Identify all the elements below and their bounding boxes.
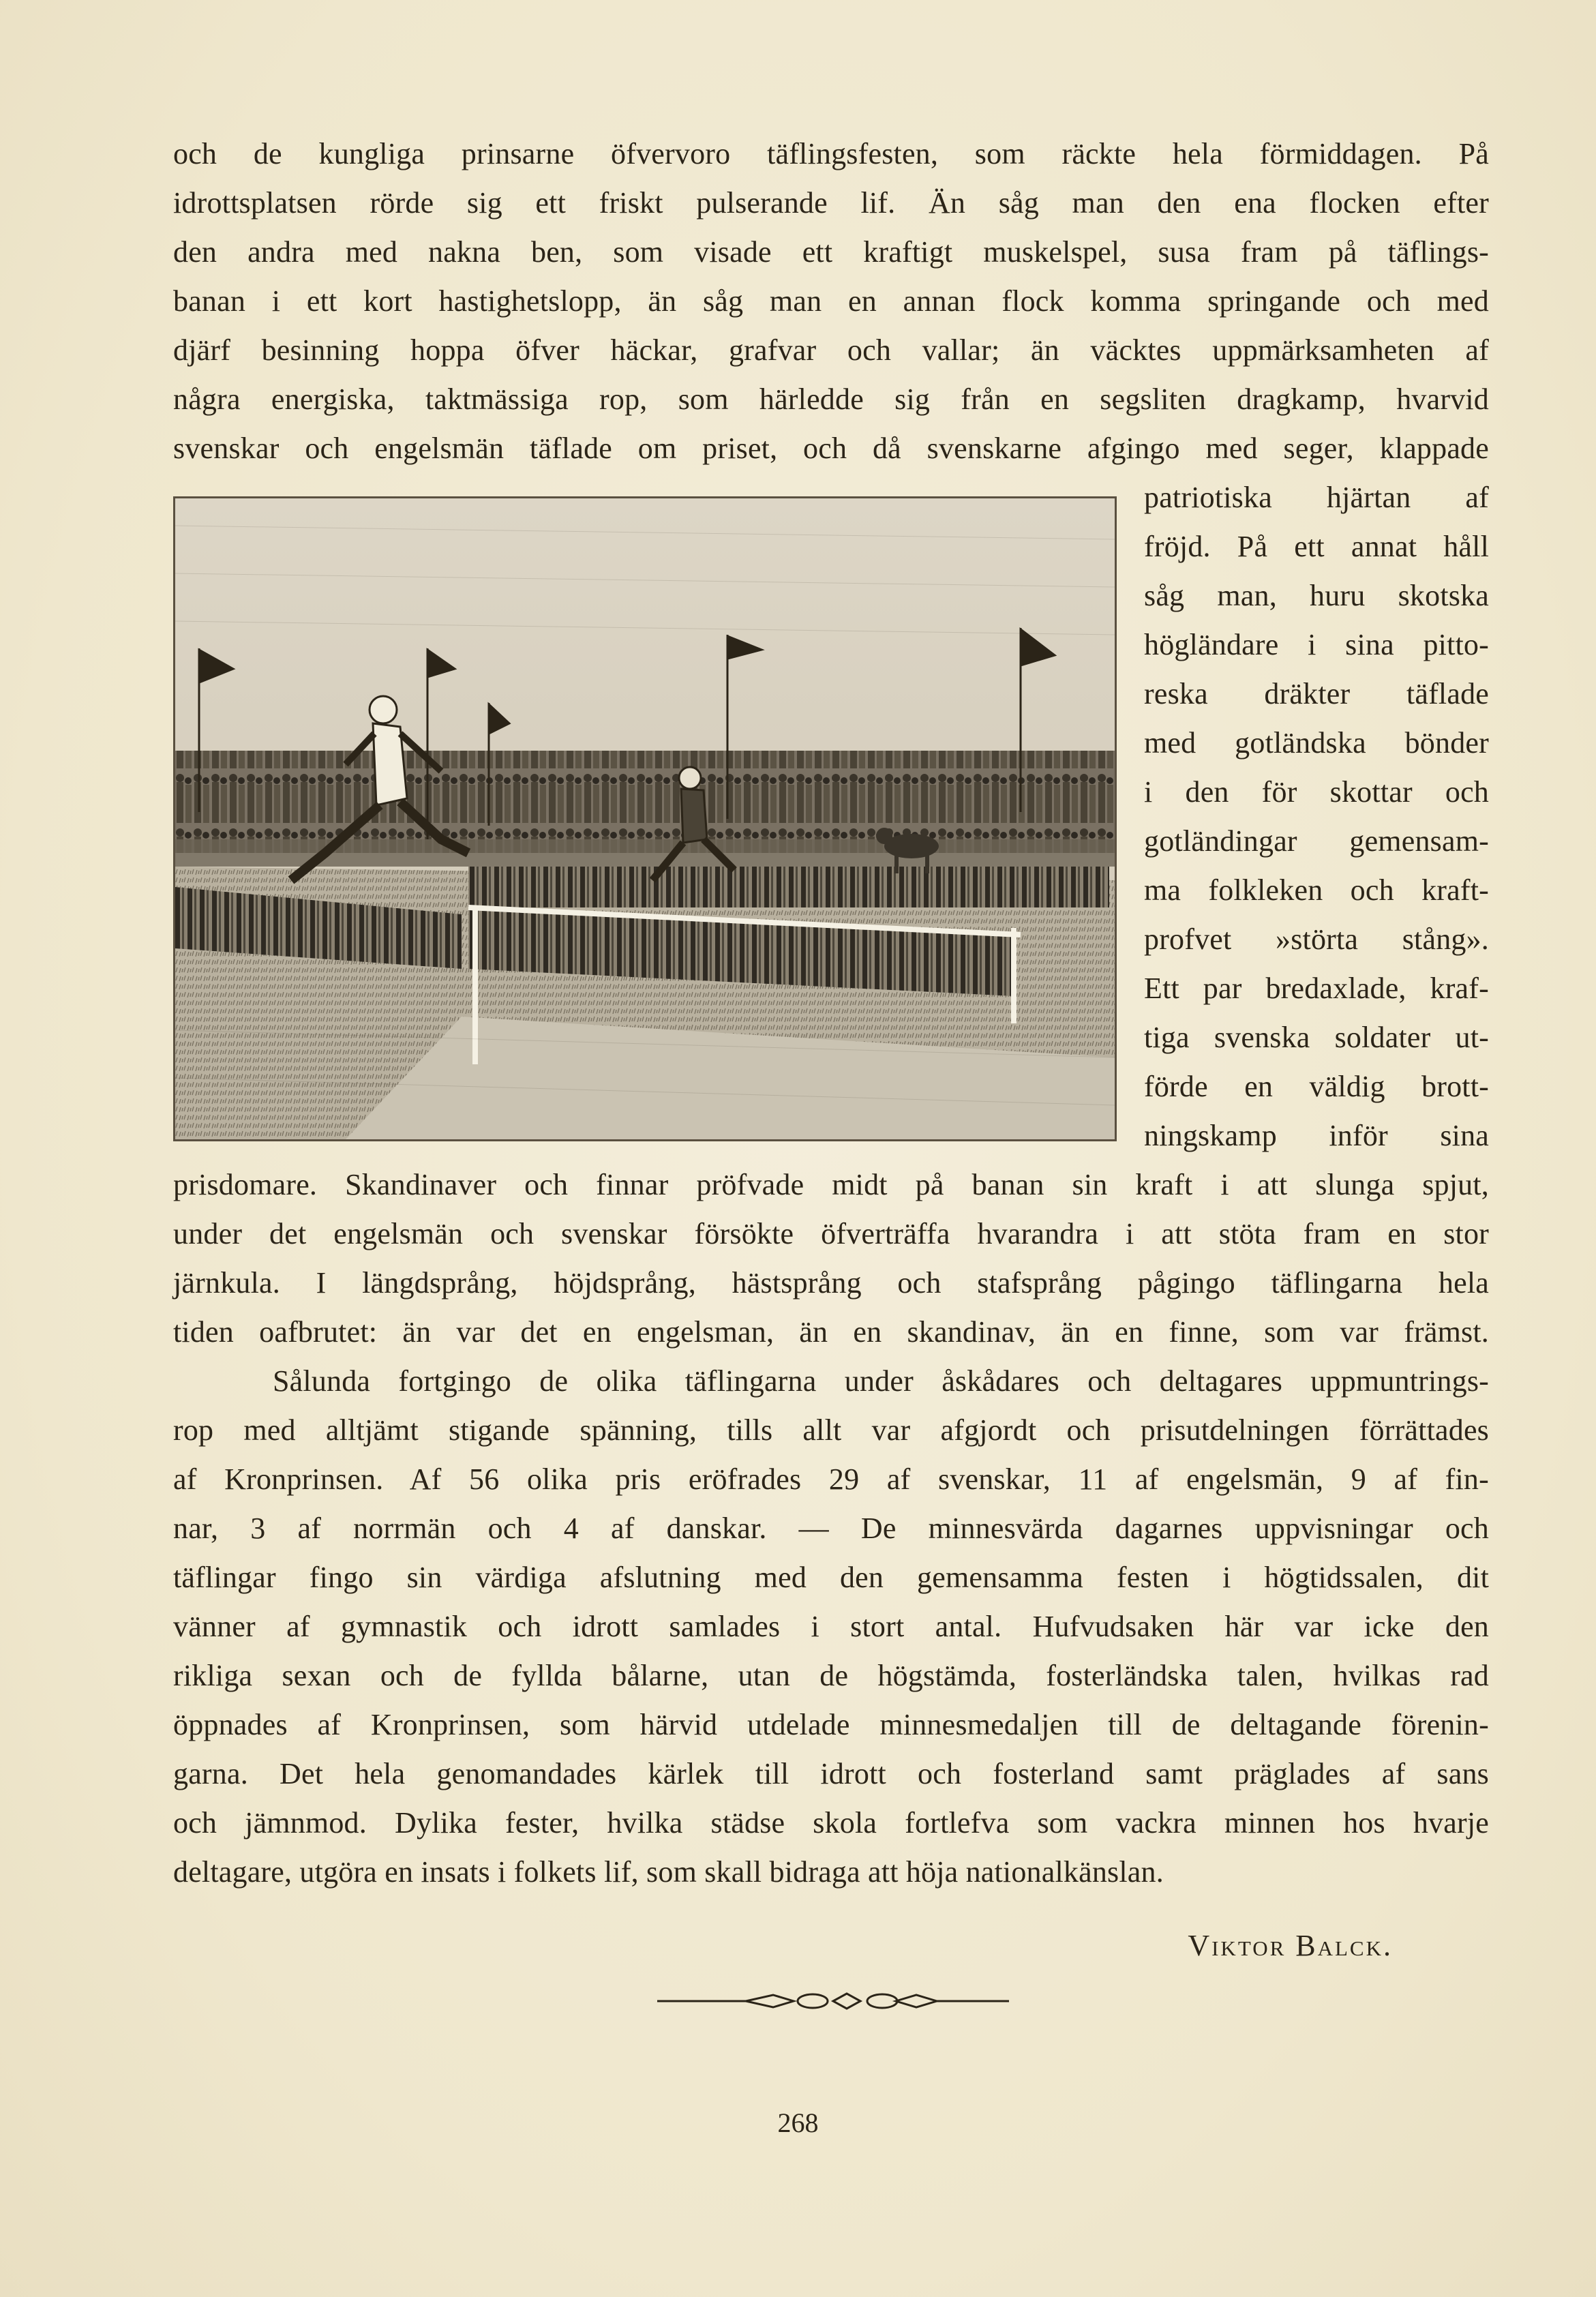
text-line: gotländingar gemensam- [1144,824,1489,858]
ornament-divider-icon [657,1985,1009,2017]
text-line: Sålunda fortgingo de olika täflingarna under åskådares och deltagares uppmuntrings- [273,1364,1489,1398]
text-line: några energiska, taktmässiga rop, som härledde sig från en segsliten dragkamp, hvarvid [173,382,1489,416]
text-line: djärf besinning hoppa öfver häckar, grafvar och vallar; än väcktes uppmärksamheten af [173,333,1489,367]
page-number: 268 [777,2107,819,2138]
text-line: och jämnmod. Dylika fester, hvilka städse skola fortlefva som vackra minnen hos hvarje [173,1806,1489,1840]
text-line: svenskar och engelsmän täflade om priset, och då svenskarne afgingo med seger, klappade [173,432,1489,465]
text-line: under det engelsmän och svenskar försökte öfverträffa hvarandra i att stöta fram en stor [173,1217,1489,1250]
text-line: öppnades af Kronprinsen, som härvid utdelade minnesmedaljen till de deltagande förenin- [173,1708,1489,1741]
hurdle-race-illustration [173,496,1117,1141]
text-line: reska dräkter täflade [1144,677,1489,710]
text-line: tiga svenska soldater ut- [1144,1021,1489,1054]
text-line: med gotländska bönder [1144,726,1489,760]
text-line: förde en väldig brott- [1144,1070,1489,1103]
text-line: patriotiska hjärtan af [1144,481,1489,514]
text-line: deltagare, utgöra en insats i folkets lif, som skall bidraga att höja nationalkänslan. [173,1855,1164,1889]
text-line: rop med alltjämt stigande spänning, tills allt var afgjordt och prisutdelningen förrättades [173,1413,1489,1447]
text-line: prisdomare. Skandinaver och finnar pröfvade midt på banan sin kraft i att slunga spjut, [173,1168,1489,1201]
text-line: banan i ett kort hastighetslopp, än såg man en annan flock komma springande och med [173,284,1489,318]
spectator-crowd [175,751,1115,853]
text-line: garna. Det hela genomandades kärlek till idrott och fosterland samt präglades af sans [173,1757,1489,1790]
text-line: vänner af gymnastik och idrott samlades i stort antal. Hufvudsaken här var icke den [173,1610,1489,1643]
text-line: järnkula. I längdsprång, höjdsprång, hästsprång och stafsprång pågingo täflingarna hela [173,1266,1489,1300]
text-line: ma folkleken och kraft- [1144,873,1489,907]
text-line: ningskamp inför sina [1144,1119,1489,1152]
text-line: den andra med nakna ben, som visade ett kraftigt muskelspel, susa fram på täflings- [173,235,1489,269]
text-line: fröjd. På ett annat håll [1144,530,1489,563]
text-line: Ett par bredaxlade, kraf- [1144,972,1489,1005]
text-line: af Kronprinsen. Af 56 olika pris eröfrades 29 af svenskar, 11 af engelsmän, 9 af fin- [173,1462,1489,1496]
text-line: nar, 3 af norrmän och 4 af danskar. — De minnesvärda dagarnes uppvisningar och [173,1512,1489,1545]
text-line: och de kungliga prinsarne öfvervoro täflingsfesten, som räckte hela förmiddagen. På [173,137,1489,170]
back-fence [468,867,1109,907]
author-signature: Viktor Balck. [1188,1929,1393,1962]
text-line: täflingar fingo sin värdiga afslutning med den gemensamma festen i högtidssalen, dit [173,1561,1489,1594]
text-line: i den för skottar och [1144,775,1489,809]
text-line: rikliga sexan och de fyllda bålarne, utan de högstämda, fosterländska talen, hvilkas rad [173,1659,1489,1692]
text-line: idrottsplatsen rörde sig ett friskt pulserande lif. Än såg man den ena flocken efter [173,186,1489,220]
text-line: tiden oafbrutet: än var det en engelsman, än en skandinav, än en finne, som var främst. [173,1315,1489,1349]
text-line: profvet »störta stång». [1144,922,1489,956]
text-line: såg man, huru skotska [1144,579,1489,612]
text-line: högländare i sina pitto- [1144,628,1489,661]
